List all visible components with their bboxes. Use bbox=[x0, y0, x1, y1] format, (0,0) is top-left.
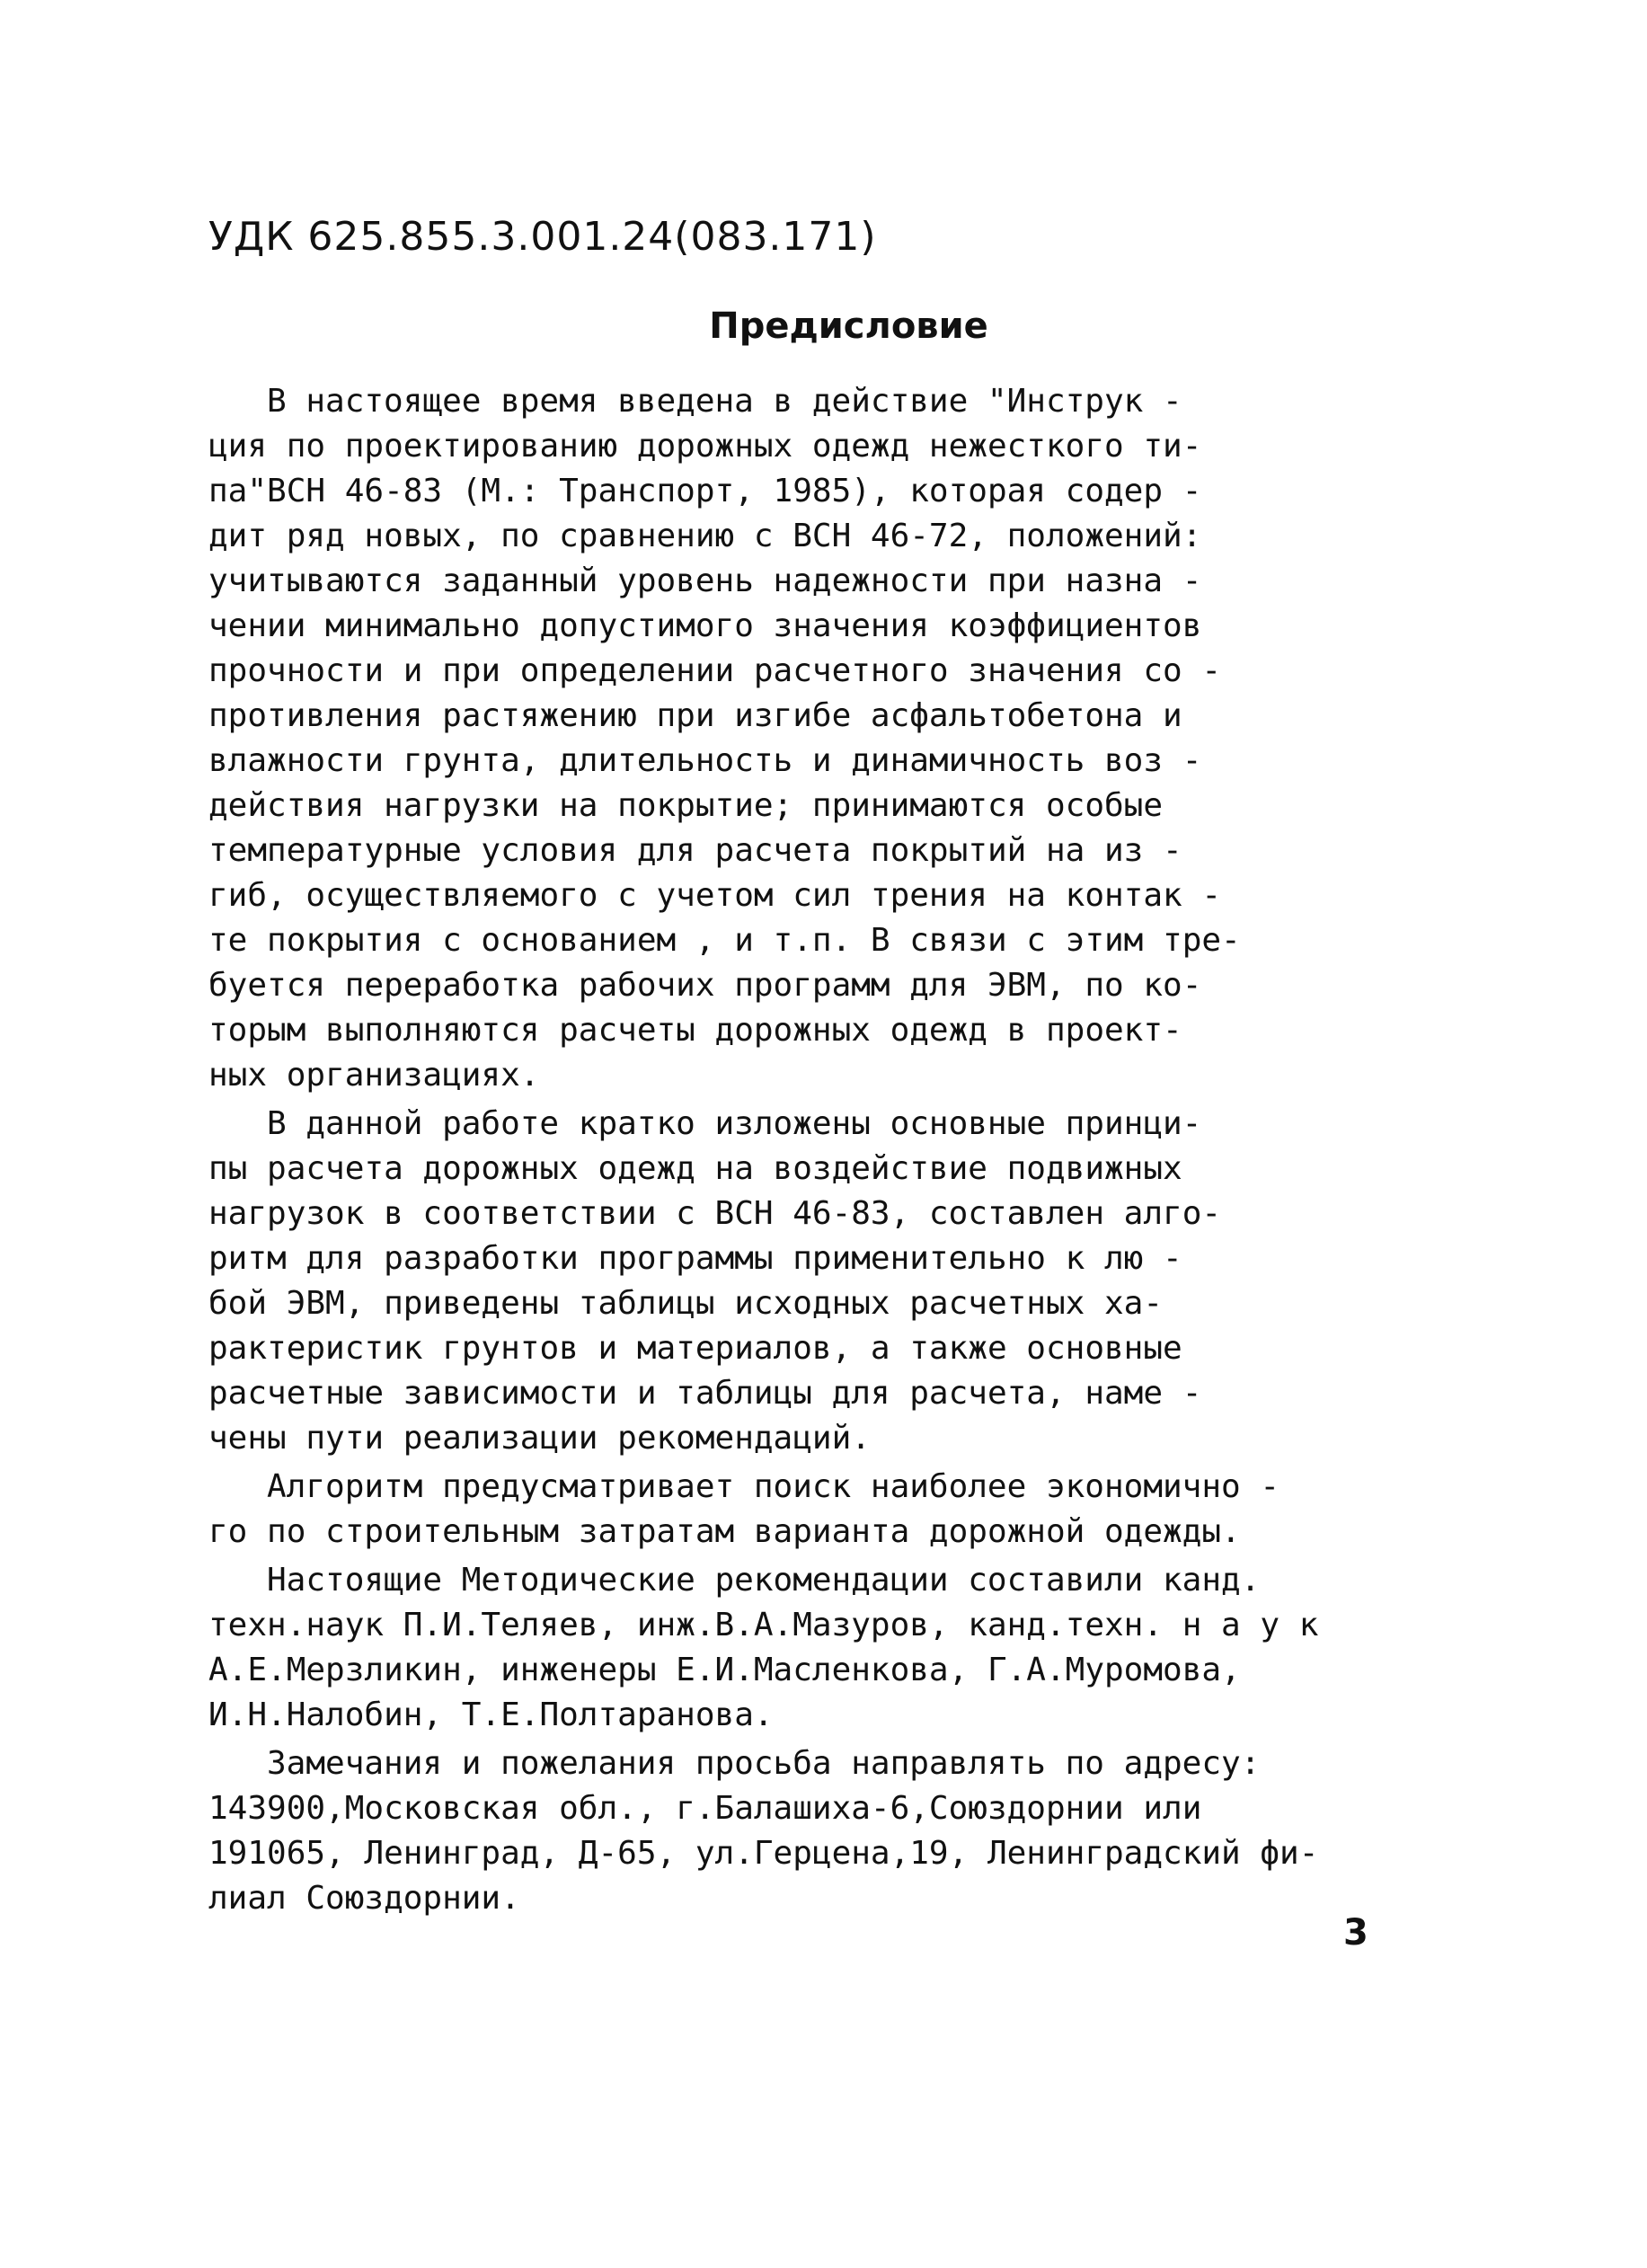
paragraph-line: температурные условия для расчета покрытий на из - bbox=[208, 832, 1182, 869]
paragraph-line: го по строительным затратам варианта дорожной одежды. bbox=[208, 1513, 1241, 1550]
paragraph-line: расчетные зависимости и таблицы для расчета, наме - bbox=[208, 1375, 1202, 1412]
paragraph-line: И.Н.Налобин, Т.Е.Полтаранова. bbox=[208, 1697, 774, 1733]
paragraph-line: 191065, Ленинград, Д-65, ул.Герцена,19, Ленинградский фи- bbox=[208, 1835, 1319, 1872]
paragraph-line: рактеристик грунтов и материалов, а также основные bbox=[208, 1330, 1182, 1367]
paragraph-line: прочности и при определении расчетного значения со - bbox=[208, 652, 1222, 689]
paragraph-line: Замечания и пожелания просьба направлять по адресу: bbox=[267, 1745, 1261, 1782]
paragraph-line: Настоящие Методические рекомендации составили канд. bbox=[267, 1562, 1261, 1599]
paragraph-line: противления растяжению при изгибе асфальтобетона и bbox=[208, 697, 1182, 734]
paragraph-line: 143900,Московская обл., г.Балашиха-6,Союздорнии или bbox=[208, 1790, 1202, 1827]
paragraph-line: пы расчета дорожных одежд на воздействие подвижных bbox=[208, 1150, 1182, 1187]
paragraph-line: нагрузок в соответствии с ВСН 46-83, составлен алго- bbox=[208, 1195, 1222, 1232]
paragraph-line: торым выполняются расчеты дорожных одежд в проект- bbox=[208, 1012, 1182, 1049]
paragraph-line: влажности грунта, длительность и динамичность воз - bbox=[208, 742, 1202, 779]
udk-code: УДК 625.855.3.001.24(083.171) bbox=[208, 214, 877, 260]
page-title: Предисловие bbox=[709, 306, 988, 347]
page-number: 3 bbox=[1343, 1912, 1368, 1953]
paragraph-line: гиб, осуществляемого с учетом сил трения на контак - bbox=[208, 877, 1222, 914]
paragraph-line: па"ВСН 46-83 (М.: Транспорт, 1985), которая содер - bbox=[208, 473, 1202, 509]
paragraph-line: В данной работе кратко изложены основные принци- bbox=[267, 1105, 1202, 1142]
paragraph-line: ных организациях. bbox=[208, 1057, 540, 1094]
paragraph-line: те покрытия с основанием , и т.п. В связи с этим тре- bbox=[208, 922, 1241, 959]
paragraph-line: В настоящее время введена в действие "Инструк - bbox=[267, 383, 1182, 420]
paragraph-line: ритм для разработки программы применительно к лю - bbox=[208, 1240, 1182, 1277]
paragraph-line: дит ряд новых, по сравнению с ВСН 46-72, положений: bbox=[208, 518, 1202, 554]
paragraph-line: техн.наук П.И.Теляев, инж.В.А.Мазуров, канд.техн. н а у к bbox=[208, 1607, 1319, 1643]
paragraph-line: лиал Союздорнии. bbox=[208, 1880, 520, 1917]
paragraph-line: действия нагрузки на покрытие; принимаются особые bbox=[208, 787, 1164, 824]
paragraph-line: чены пути реализации рекомендаций. bbox=[208, 1420, 871, 1457]
paragraph-line: учитываются заданный уровень надежности при назна - bbox=[208, 563, 1202, 599]
paragraph-line: А.Е.Мерзликин, инженеры Е.И.Масленкова, Г.А.Муромова, bbox=[208, 1652, 1241, 1688]
paragraph-line: чении минимально допустимого значения коэффициентов bbox=[208, 607, 1202, 644]
paragraph-line: буется переработка рабочих программ для ЭВМ, по ко- bbox=[208, 967, 1202, 1004]
preface-body bbox=[208, 379, 1377, 1921]
paragraph-line: бой ЭВМ, приведены таблицы исходных расчетных ха- bbox=[208, 1285, 1164, 1322]
paragraph-line: Алгоритм предусматривает поиск наиболее экономично - bbox=[267, 1468, 1280, 1505]
paragraph-line: ция по проектированию дорожных одежд нежесткого ти- bbox=[208, 428, 1202, 465]
